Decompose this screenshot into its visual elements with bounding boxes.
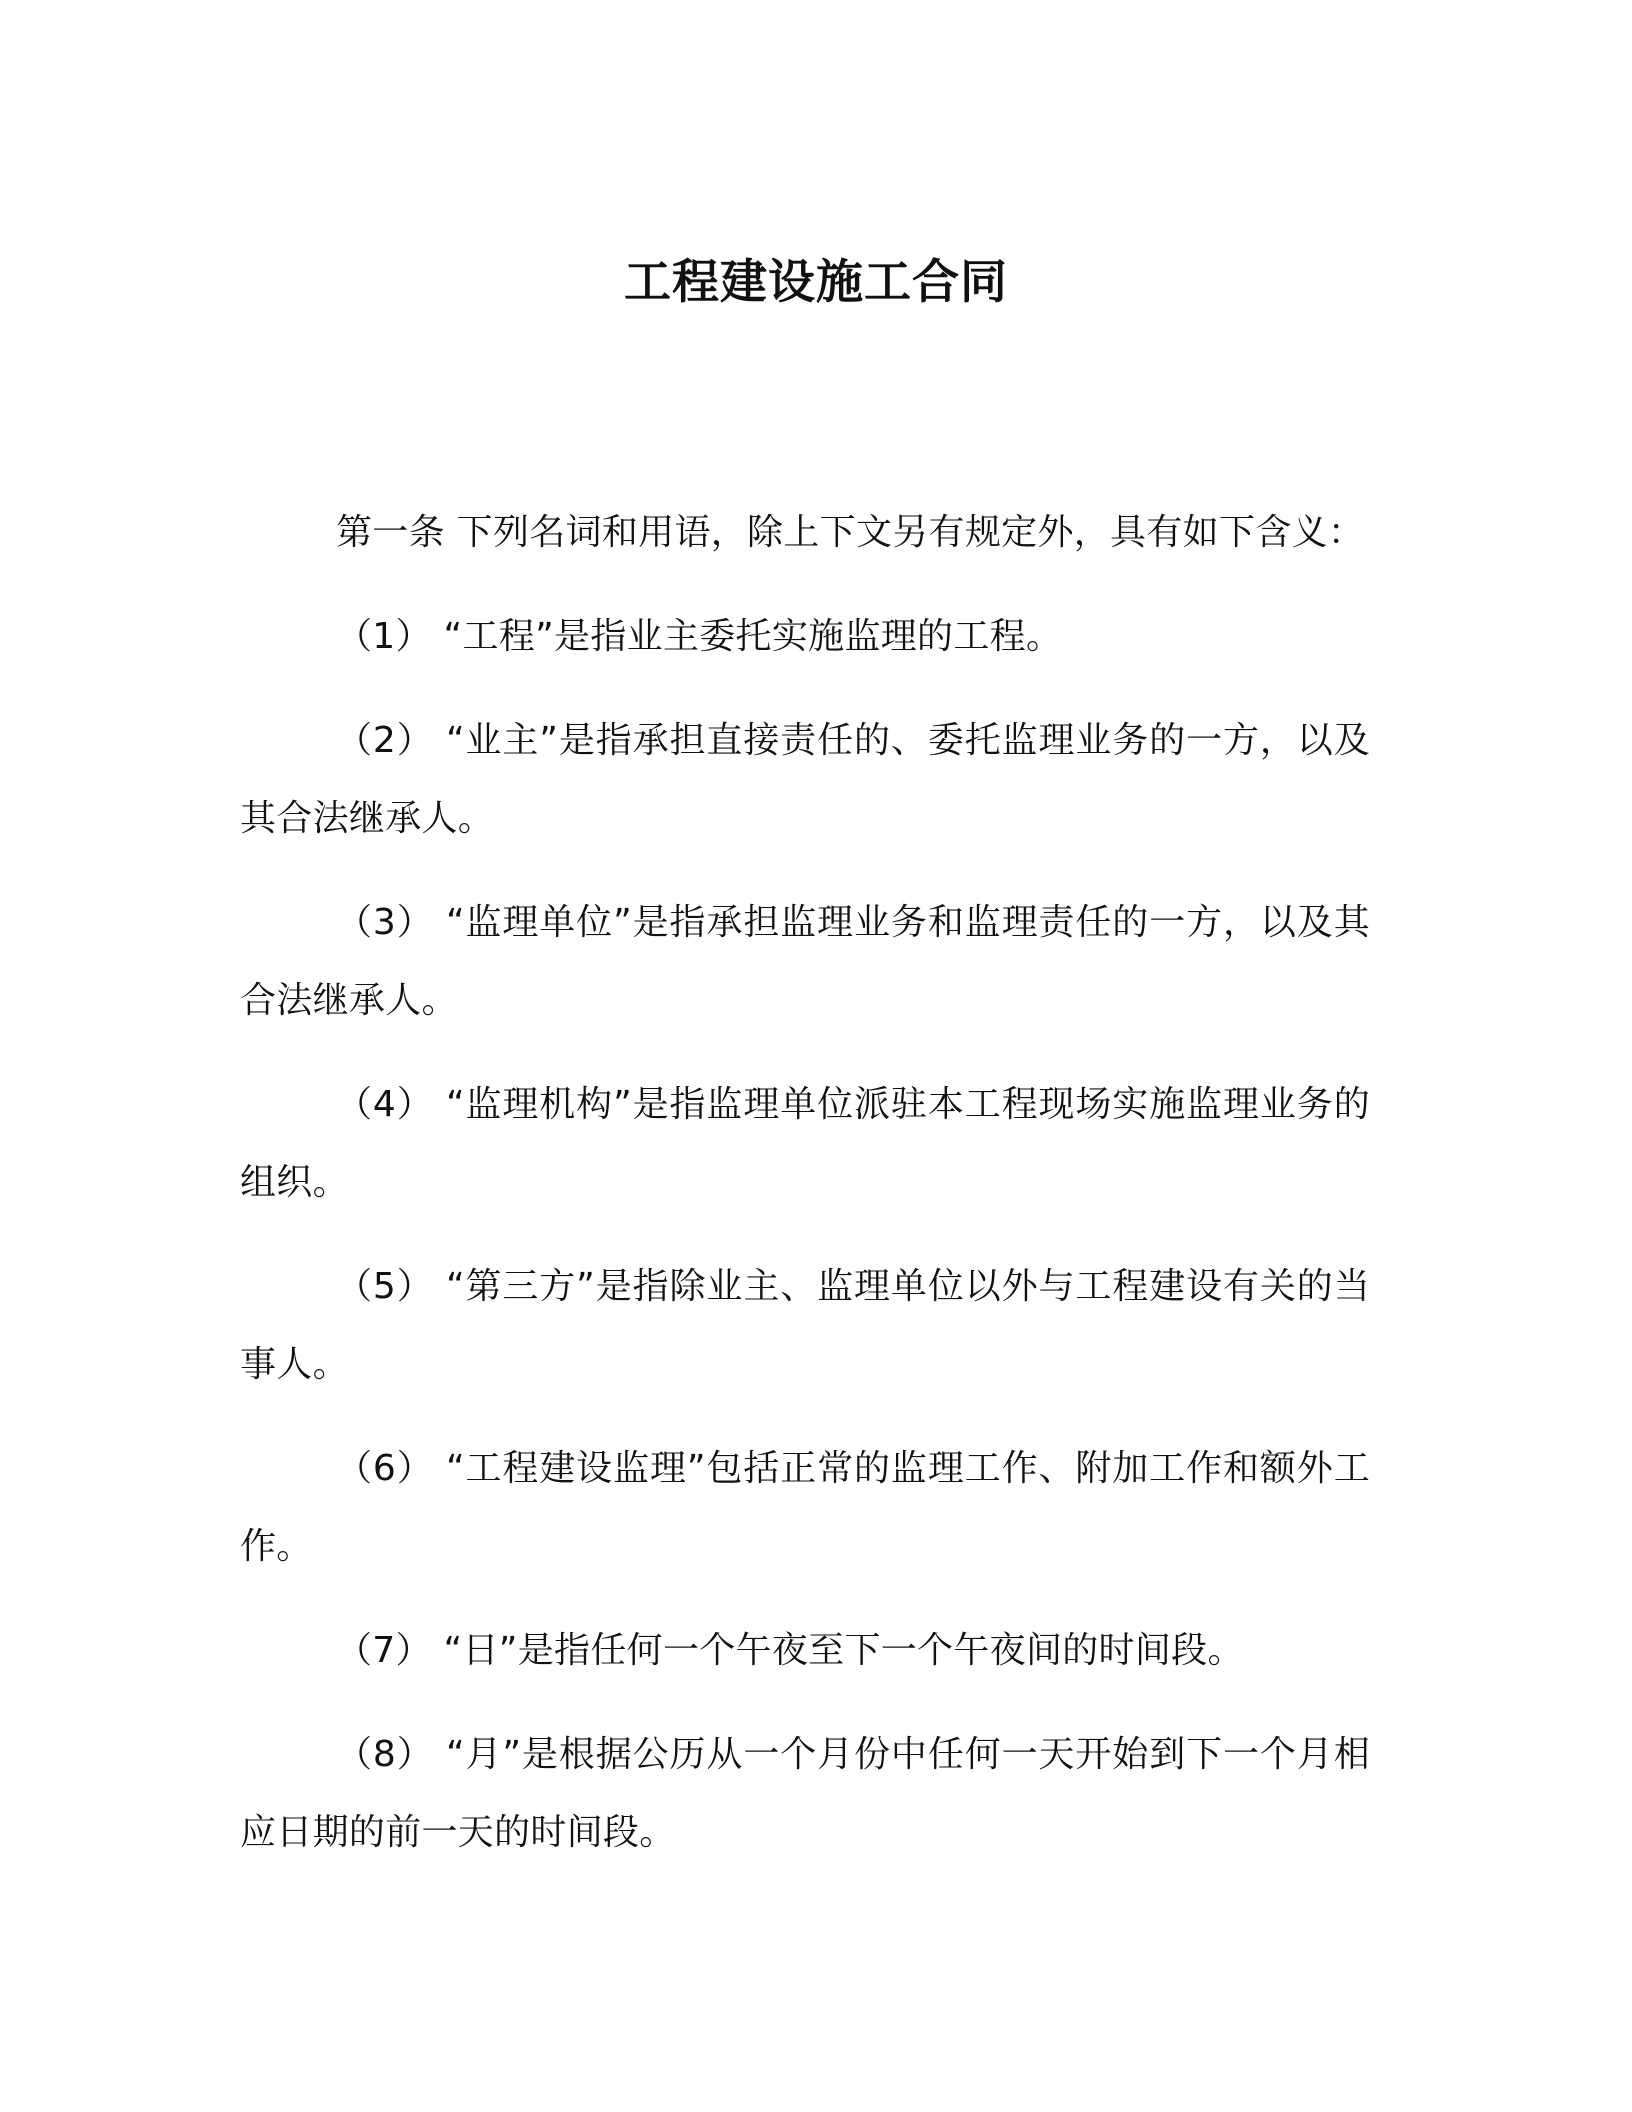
definition-item-5: （5） “第三方”是指除业主、监理单位以外与工程建设有关的当事人。 <box>240 1266 1370 1385</box>
definition-item-7: （7） “日”是指任何一个午夜至下一个午夜间的时间段。 <box>336 1630 1244 1671</box>
definition-item-1: （1） “工程”是指业主委托实施监理的工程。 <box>336 616 1063 657</box>
definition-item-3: （3） “监理单位”是指承担监理业务和监理责任的一方，以及其合法继承人。 <box>240 902 1370 1021</box>
document-body <box>240 494 1370 1872</box>
definition-item-8: （8） “月”是根据公历从一个月份中任何一天开始到下一个月相应日期的前一天的时间段。 <box>240 1734 1370 1853</box>
definition-item-6: （6） “工程建设监理”包括正常的监理工作、附加工作和额外工作。 <box>240 1448 1370 1567</box>
definition-item-2: （2） “业主”是指承担直接责任的、委托监理业务的一方，以及其合法继承人。 <box>240 720 1370 839</box>
document-title: 工程建设施工合同 <box>624 255 1008 311</box>
article-intro: 第一条 下列名词和用语，除上下文另有规定外，具有如下含义： <box>336 512 1365 553</box>
definition-item-4: （4） “监理机构”是指监理单位派驻本工程现场实施监理业务的组织。 <box>240 1084 1370 1203</box>
